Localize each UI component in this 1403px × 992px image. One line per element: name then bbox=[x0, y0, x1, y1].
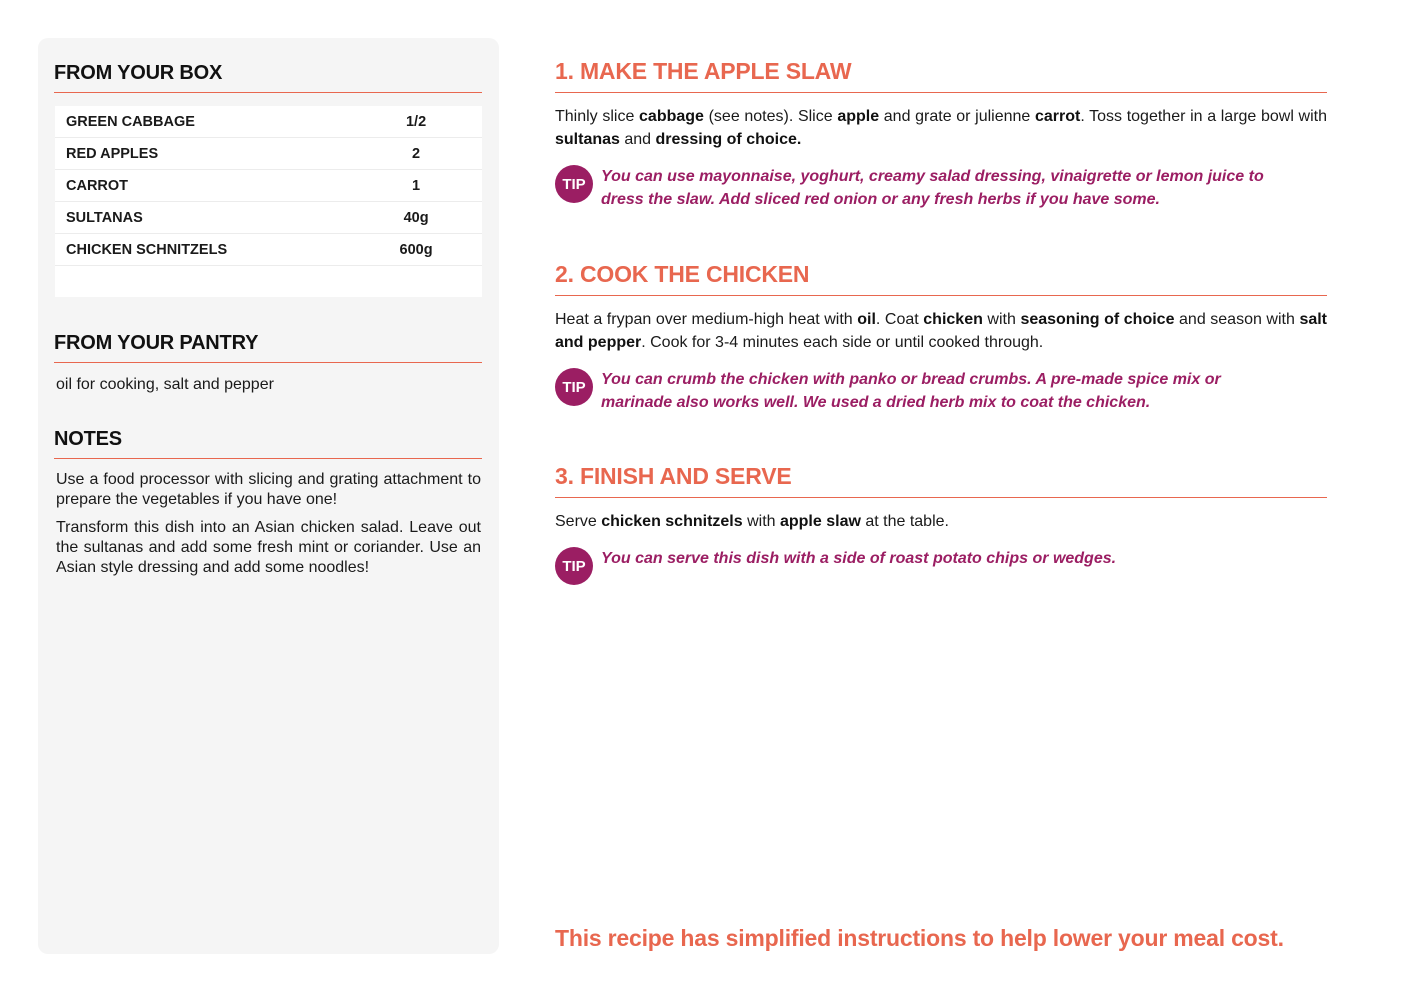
from-your-pantry-heading: FROM YOUR PANTRY bbox=[54, 332, 482, 363]
step-1 bbox=[555, 58, 1327, 211]
ingredients-table bbox=[55, 106, 482, 297]
bold-term: sultanas bbox=[555, 131, 620, 148]
ingredient-qty: 1 bbox=[350, 170, 482, 202]
bold-term: carrot bbox=[1034, 108, 1081, 125]
pantry-text: oil for cooking, salt and pepper bbox=[56, 376, 274, 393]
step-body: Thinly slice cabbage (see notes). Slice apple and grate or julienne carrot. Toss together in a large bowl with sultanas and dressing of choice. bbox=[555, 108, 1328, 148]
step-3 bbox=[555, 463, 1327, 587]
step-body: Serve chicken schnitzels with apple slaw at the table. bbox=[555, 513, 949, 530]
tip bbox=[555, 547, 1327, 587]
step-body: Heat a frypan over medium-high heat with oil. Coat chicken with seasoning of choice and season with salt and pepper. Cook for 3-4 minutes each side or until cooked through. bbox=[555, 311, 1328, 351]
table-row bbox=[55, 106, 482, 138]
notes-body bbox=[56, 470, 481, 586]
from-your-box-heading: FROM YOUR BOX bbox=[54, 62, 482, 93]
table-row bbox=[55, 170, 482, 202]
step-title: 2. COOK THE CHICKEN bbox=[555, 261, 1327, 296]
notes-paragraph: Use a food processor with slicing and grating attachment to prepare the vegetables if you have one! bbox=[56, 471, 481, 508]
bold-term: chicken bbox=[923, 311, 983, 328]
bold-term: salt and pepper bbox=[555, 311, 1328, 351]
notes-heading: NOTES bbox=[54, 428, 482, 459]
tip-text: You can use mayonnaise, yoghurt, creamy salad dressing, vinaigrette or lemon juice to dress the slaw. Add sliced red onion or any fresh herbs if you have some. bbox=[601, 168, 1264, 208]
table-row bbox=[55, 234, 482, 266]
footer-note: This recipe has simplified instructions to help lower your meal cost. bbox=[555, 925, 1284, 951]
tip-text: You can crumb the chicken with panko or bread crumbs. A pre-made spice mix or marinade also works well. We used a dried herb mix to coat the chicken. bbox=[601, 371, 1221, 411]
bold-term: cabbage bbox=[639, 108, 704, 125]
ingredient-qty: 2 bbox=[350, 138, 482, 170]
step-2 bbox=[555, 261, 1327, 414]
tip-badge: TIP bbox=[555, 368, 593, 406]
bold-term: oil bbox=[857, 311, 876, 328]
ingredient-name: CHICKEN SCHNITZELS bbox=[55, 234, 350, 266]
tip bbox=[555, 368, 1327, 414]
ingredient-qty: 40g bbox=[350, 202, 482, 234]
bold-term: chicken schnitzels bbox=[601, 513, 743, 530]
tip-text: You can serve this dish with a side of roast potato chips or wedges. bbox=[601, 550, 1117, 567]
notes-paragraph: Transform this dish into an Asian chicken salad. Leave out the sultanas and add some fresh mint or coriander. Use an Asian style dressing and add some noodles! bbox=[56, 519, 481, 576]
ingredient-name: SULTANAS bbox=[55, 202, 350, 234]
bold-term: apple slaw bbox=[779, 513, 861, 530]
ingredients-panel bbox=[38, 38, 499, 954]
ingredient-name: RED APPLES bbox=[55, 138, 350, 170]
table-row bbox=[55, 138, 482, 170]
step-title: 1. MAKE THE APPLE SLAW bbox=[555, 58, 1327, 93]
ingredient-qty: 1/2 bbox=[350, 106, 482, 138]
ingredient-name: CARROT bbox=[55, 170, 350, 202]
table-row bbox=[55, 202, 482, 234]
bold-term: apple bbox=[837, 108, 880, 125]
bold-term: seasoning of choice bbox=[1020, 311, 1175, 328]
bold-term: dressing of choice. bbox=[655, 131, 802, 148]
table-row-empty bbox=[55, 266, 482, 298]
ingredient-qty: 600g bbox=[350, 234, 482, 266]
ingredient-name: GREEN CABBAGE bbox=[55, 106, 350, 138]
tip-badge: TIP bbox=[555, 165, 593, 203]
tip bbox=[555, 165, 1327, 211]
tip-badge: TIP bbox=[555, 547, 593, 585]
step-title: 3. FINISH AND SERVE bbox=[555, 463, 1327, 498]
